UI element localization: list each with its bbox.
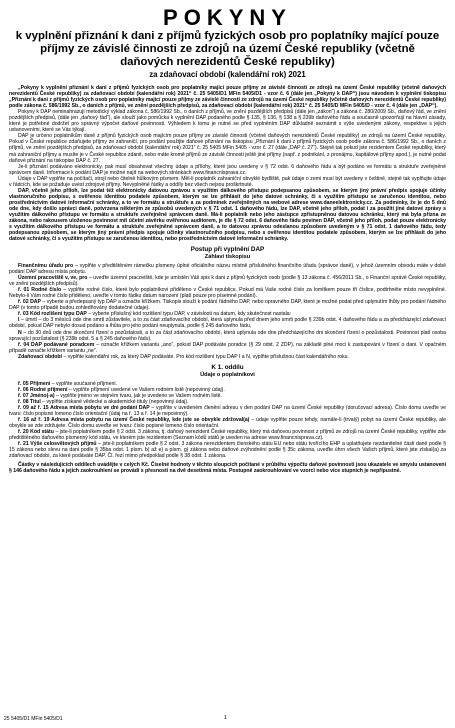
- instruction-item: [9, 287, 446, 299]
- intro-paragraph: Je-li přiznání podáváno elektronicky, pak musí obsahovat všechny údaje a přílohy, které jsou uvedeny v § 72 odst. 6 daňového řádu a být podáno ve formátu a struktuře zveřejněné správcem daně. Informace k podání DAP je možné najít na webových stránkách www.financnisprava.cz.: [9, 163, 446, 176]
- instruction-item: [9, 405, 446, 417]
- instruction-item-text: – úmrtí – do 3 měsíců ode dne smrti zůstavitele, a to za část zdaňovacího období, která uplynula před dnem jeho smrti podle § 239b odst. 4 daňového řádu a za předcházející zdaňovací období, pokud DAP nebylo dosud podáno a lhůta pro jeho podání neuplynula, podle § 245 daňového řádu,: [9, 317, 446, 330]
- instruction-item-lead: ř. 07 Jméno(-a): [18, 392, 55, 399]
- intro-section: [9, 85, 446, 242]
- instruction-item: [9, 429, 446, 441]
- instruction-item-lead: ř. 20 Kód státu: [18, 428, 54, 435]
- instruction-item-lead: ř. 06 Rodné příjmení: [18, 386, 68, 393]
- instruction-item: [9, 317, 446, 329]
- document-page: [9, 6, 446, 474]
- instruction-item-text: – údaje vyplňte pouze tehdy, narnále-li (trvalý) pobyt na území České republiky, ale obvykle se zde zdržujete. Číslo domu uveďte ve tvaru: číslo popisné lomeno číslo orientační.: [9, 416, 446, 429]
- procedure-section: [9, 263, 446, 360]
- instruction-item-lead: ř. 16 až ř. 19 Adresa místa pobytu na území České republiky, kde jste se obvykle zdržoval(a): [18, 416, 250, 423]
- tax-period: za zdaňovací období (kalendářní rok) 2021: [149, 70, 306, 79]
- instruction-item-text: – uveďte územní pracoviště, kde je umístěn Váš spis k dani z příjmů fyzických osob (podle § 13 zákona č. 456/2011 Sb., o Finanční správě České republiky, ve znění pozdějších předpisů).: [9, 275, 446, 288]
- instruction-item: [9, 263, 446, 275]
- instruction-item: [9, 441, 446, 459]
- document-body: [9, 85, 446, 474]
- instruction-item-text: – vyplňte rodné číslo, které bylo poplatníkovi přiděleno v České republice. Pokud má Vaše rodné číslo za lomítkem pouze tři číslice, podtrhněte místo nevyplněné. Nebylo-li Vám rodné číslo přiděleno, uveďte v tomto řádku datum narození (platí pouze pro písemné podání).: [9, 287, 447, 300]
- instruction-item-text: – označte křížkem variantu „ano“, pokud DAP podáváte poradce (§ 29 odst. 2 ZDP), na základě plné moci k zastupování v řízení o dani. V opačném případě označte křížkem variantu „ne“.: [9, 341, 447, 354]
- instruction-item: [9, 342, 446, 354]
- intro-paragraph: Údaje v DAP vyplňte na počítači, strojí nebo čitelně hůlkovým písmem. Měl-li poplatník zahraniční obvyklé bydliště, pak údaje o zemi musí být uvedeny v češtině, stejně tak vyplňujte údaje v řádcích, kde se požaduje uvést zdrojové příjmy. Nevyplněné řádky a oddíly bez všech nejsou proškrtnuté.: [9, 175, 446, 188]
- instruction-item-lead: ř. 05 Příjmení: [18, 380, 51, 387]
- instruction-item-lead: Zdaňovací období: [18, 353, 62, 360]
- instruction-item: [9, 330, 446, 342]
- instruction-item: [9, 354, 446, 360]
- instruction-item-text: – vyplňte v předtištěném rámečku písmeny úplné oficiálního názvu místně příslušného finančního úřadu (správce daně), v jehož územním obvodu máte v době podání DAP adresu místa pobytu.: [9, 263, 446, 276]
- instruction-item-lead: I: [18, 317, 20, 324]
- instruction-item-text: – vyplňte příjmení uvedené ve Vašem rodném listě (nepovinný údaj).: [67, 386, 225, 393]
- instruction-item-lead: ř. 01 Rodné číslo: [18, 287, 62, 294]
- instruction-item-lead: ř. 02 DAP: [18, 299, 41, 306]
- instruction-item-text: – jste-li poplatníkem podle § 2 odst. 3 zákona nerezidentem členského státu EU nebo státu tvořícího EHP a uplatňujete nezdanitelné části daně podle § 15 zákona nebo slevu na dani podle § 35ba odst. 1 písm. b) až e) a písm. g) zákona nebo daňové zvýhodnění podle § 35c zákona, uveďte úhrn všech Vašich příjmů, které jste získal(a) za zdaňovací období, za které podáváte DAP. Čl. řezí mimo předpoklad podle § 38 odst. 1 zákona.: [9, 441, 446, 460]
- instruction-item-lead: ř. 04 DAP podávané poradcem: [18, 341, 95, 348]
- section1-heading: K 1. oddílu: [211, 363, 244, 371]
- instruction-item: [9, 417, 446, 429]
- instruction-item-text: – vyplňte kalendářní rok, za který DAP podáváte. Pro kód rozlišení typu DAP I a N, vyplňte příslušnou část kalendářního roku.: [61, 353, 349, 360]
- instruction-item-lead: Finančnímu úřadu pro: [18, 263, 74, 270]
- instruction-item-text: – do 30 dnů ode dne skončení řízení o pozůstalosti, a to za část zdaňovacího období, která uplynula ode dne předcházejícího dni skončení řízení o pozůstalosti. Povinnost platí osoba spravující pozůstalost (§ 239b odst. 5 a § 245 daňového řádu).: [9, 329, 446, 342]
- intro-paragraph: DAP je určeno poplatníkům daně z příjmů fyzických osob majícím pouze příjmy ze závislé činnosti (včetně daňových nerezidentů České republiky) ze zdrojů na území České republiky. Pokud v České republice zdaňujete příjmy ze zahraničí, pro podání použijte daňové přiznání na tiskopisu „Přiznání k dani z příjmů fyzických osob podle zákona č. 586/1992 Sb., o daních z příjmů, ve znění pozdějších předpisů, za zdaňovací období (kalendářní rok) 2021“ č. 25 5405 MFin 5405 - vzor č. 27 (dále „DAP č. 27“). Stejně tak pokud jste rezidentem České republiky, který má zahraniční příjmy a musíte je v České republice zdanit, nebo máte kromě příjmů ze závislé činnosti ještě jiné příjmy (např. z podnikání, z pronájmu, kapitálové příjmy apod.), je nutné podat daňové přiznání na tiskopise DAP č. 27.: [9, 133, 446, 164]
- instruction-item-lead: ř. 09 až ř. 15 Adresa místa pobytu ve dni podání DAP: [18, 404, 150, 411]
- intro-paragraph: Pokyny k DAP neminahrazují metodický výklad zákona č. 586/1992 Sb., o daních z příjmů, ve znění pozdějších předpisů (dále jen „zákon“) a zákona č. 280/2009 Sb., daňový řád, ve znění pozdějších předpisů, (dále jen „daňový řád“), ale slouží jako pomůcka k vyplnění DAP podaného podle § 135, § 136, § 138 a § 239b daňového řádu a současně upozorňují na hlavní zásady, které je potřebné dodržet pro správný výpočet daňové povinnosti. Výhledem k tomu je nutné se před vyplněním DAP důkladně seznámit s výše uvedenými zákony, respektive s jejich ustanoveními, které se Vás týkají.: [9, 109, 446, 134]
- instruction-item-lead: ř. 08 Titul: [18, 398, 41, 405]
- instruction-item-text: – vyplňte jméno ve stejném tvaru, jak je uvedeno ve Vašem rodném listě.: [54, 392, 222, 399]
- document-title: POKYNY: [163, 5, 292, 30]
- instruction-item-text: – vyplňte současné příjmení.: [50, 380, 118, 387]
- section1-subheading: Údaje o poplatníkovi: [200, 371, 255, 378]
- form-code: 25 5405/D1 MFin 5405/D1: [4, 716, 63, 722]
- closing-note: Částky v následujících oddílech uvádějte v celých Kč. Číselné hodnoty v těchto sloupcích počítané v průběhu výpočtu daňové povinnosti jsou ukazatele ve smyslu ustanovení § 146 daňového řádu a jejich zaokrouhlení se provádí s přesností na dvě desetinná místa. Postupně zaokrouhlování ve vzorci nebo více stupních je nepřípustné.: [9, 462, 446, 475]
- instruction-item: [9, 299, 446, 311]
- instruction-item-lead: Územní pracoviště v, ve, pro: [18, 275, 88, 282]
- page-number: 1: [224, 715, 228, 721]
- intro-paragraph: DAP, včetně jeho příloh, lze podat též elektronicky datovou zprávou s využitím dálkového přístupu podepsanou způsobem, se kterým jiný právní předpis spojuje účinky vlastnoručního podpisu, s ověřenou identitou podatele způsobem, kterým se lze přihlásit do jeho datové schránky, či s využitím přístupu se zaručenou identitou, nebo prostřednictvím datové informační schránky, a to ve formátu a struktuře a za podmínek zveřejněných na webové adrese www.daneelektronicky.cz. Za podmínky, že je do 5 dnů ode dne, kdy došlo správci daně, potvrzena některým ze způsobů uvedených v § 71 odst. 1 daňového řádu, lze DAP, včetně jeho příloh, podat i za použití jiné datové zprávy s využitím dálkového přístupu ve formátu a struktuře zveřejněné správcem daně. Má-li poplatník nebo jeho zástupce zpřístupněnou datovou schránku, který má byla přízna ze zákona, nebo rakousem uloženou povinnost mít účetní závěrku ověřenou auditorem, je dle § 72 odst. 6 daňového řádu povinen DAP, včetně jeho příloh, podat pouze elektronicky s využitím dálkového přístupu ve formátu a struktuře zveřejněné správcem daně, a to datovou zprávou odeslanou způsobem uvedeným v § 71 odst. 1 daňového řádu, tedy podepsanou způsobem, se kterým jiný právní předpis spojuje účinky vlastnoručního podpisu, nebo s ověřenou identitou podatele způsobem, kterým se lze přihlásit do jeho datové schránky, či s využitím přístupu se zaručenou identitou, nebo prostřednictvím datové informační schránky.: [9, 187, 446, 243]
- instruction-item-lead: ř. 21 Výše celosvětových příjmů: [18, 441, 97, 448]
- intro-paragraph: „Pokyny k vyplnění přiznání k dani z příjmů fyzických osob pro poplatníky mající pouze příjmy ze závislé činnosti ze zdrojů na území České republiky (včetně daňových nerezidentů České republiky) za zdaňovací období (kalendářní rok) 2021“ č. 25 5405/D1 MFin 5405/D1 - vzor č. 6 (dále jen „Pokyny k DAP“) jsou návodem k vyplnění tiskopisu „Přiznání k dani z příjmů fyzických osob pro poplatníky mající pouze příjmy ze závislé činnosti ze zdrojů na území České republiky (včetně daňových nerezidentů České republiky) podle zákona č. 586/1992 Sb., o daních z příjmů, ve znění pozdějších předpisů, za zdaňovací období (kalendářní rok) 2021“ č. 25 5405/D MFin 5405/D - vzor č. 4 (dále jen „DAP“).: [9, 85, 446, 110]
- instruction-item: [9, 275, 446, 287]
- document-subtitle: k vyplnění přiznání k dani z příjmů fyzických osob pro poplatníky mající pouze příjmy ze závislé činnosti ze zdrojů na území České republiky (včetně daňových nerezidentů České republiky): [15, 30, 440, 68]
- instruction-item-text: – vyplňte v uvedeném členění adresu v den podání DAP na území České republiky (doručovací adresa). Číslo domu uveďte ve tvaru: číslo popisné lomeno číslo orientační (údaj na ř. 13 a ř. 14 je nepovinný).: [9, 404, 446, 417]
- instruction-item-text: – jste-li poplatníkem podle § 2 odst. 3 zákona, tj. daňový nerezident České republiky, který má daňovou povinnost z příjmů ze zdrojů na území České republiky, vyplňte zde předtištěného daňového písmenný kód státu, ve kterém jste rezidentem (Seznam kódů států je uveden na adrese www.financnisprava.cz).: [9, 428, 446, 441]
- instruction-item-text: – vyplňte získané vědecké a akademické tituly (nepovinný údaj).: [40, 398, 189, 405]
- instruction-item-lead: ř. 03 Kód rozlišení typu DAP: [18, 311, 87, 318]
- procedure-heading: Postup při vyplnění DAP: [190, 246, 265, 254]
- instruction-item-text: – vyberte příslušný kód rozlišení typu DAP, v závislosti na datum, kdy skutečnost nastala:: [86, 311, 292, 318]
- instruction-item-text: – vyberte a předepsaný typ DAP a označte křížkem. Tiskopis slouží k podání řádného DAP, nebo opravného DAP, které je možné podat před uplynutím lhůty pro podání řádného DAP (v tomto případě budou zohledňovány dodatečné údaje).: [9, 299, 446, 312]
- instruction-item-lead: N: [18, 329, 22, 336]
- section1-items: [9, 381, 446, 460]
- procedure-subheading: Záhlaví tiskopisu: [204, 254, 251, 261]
